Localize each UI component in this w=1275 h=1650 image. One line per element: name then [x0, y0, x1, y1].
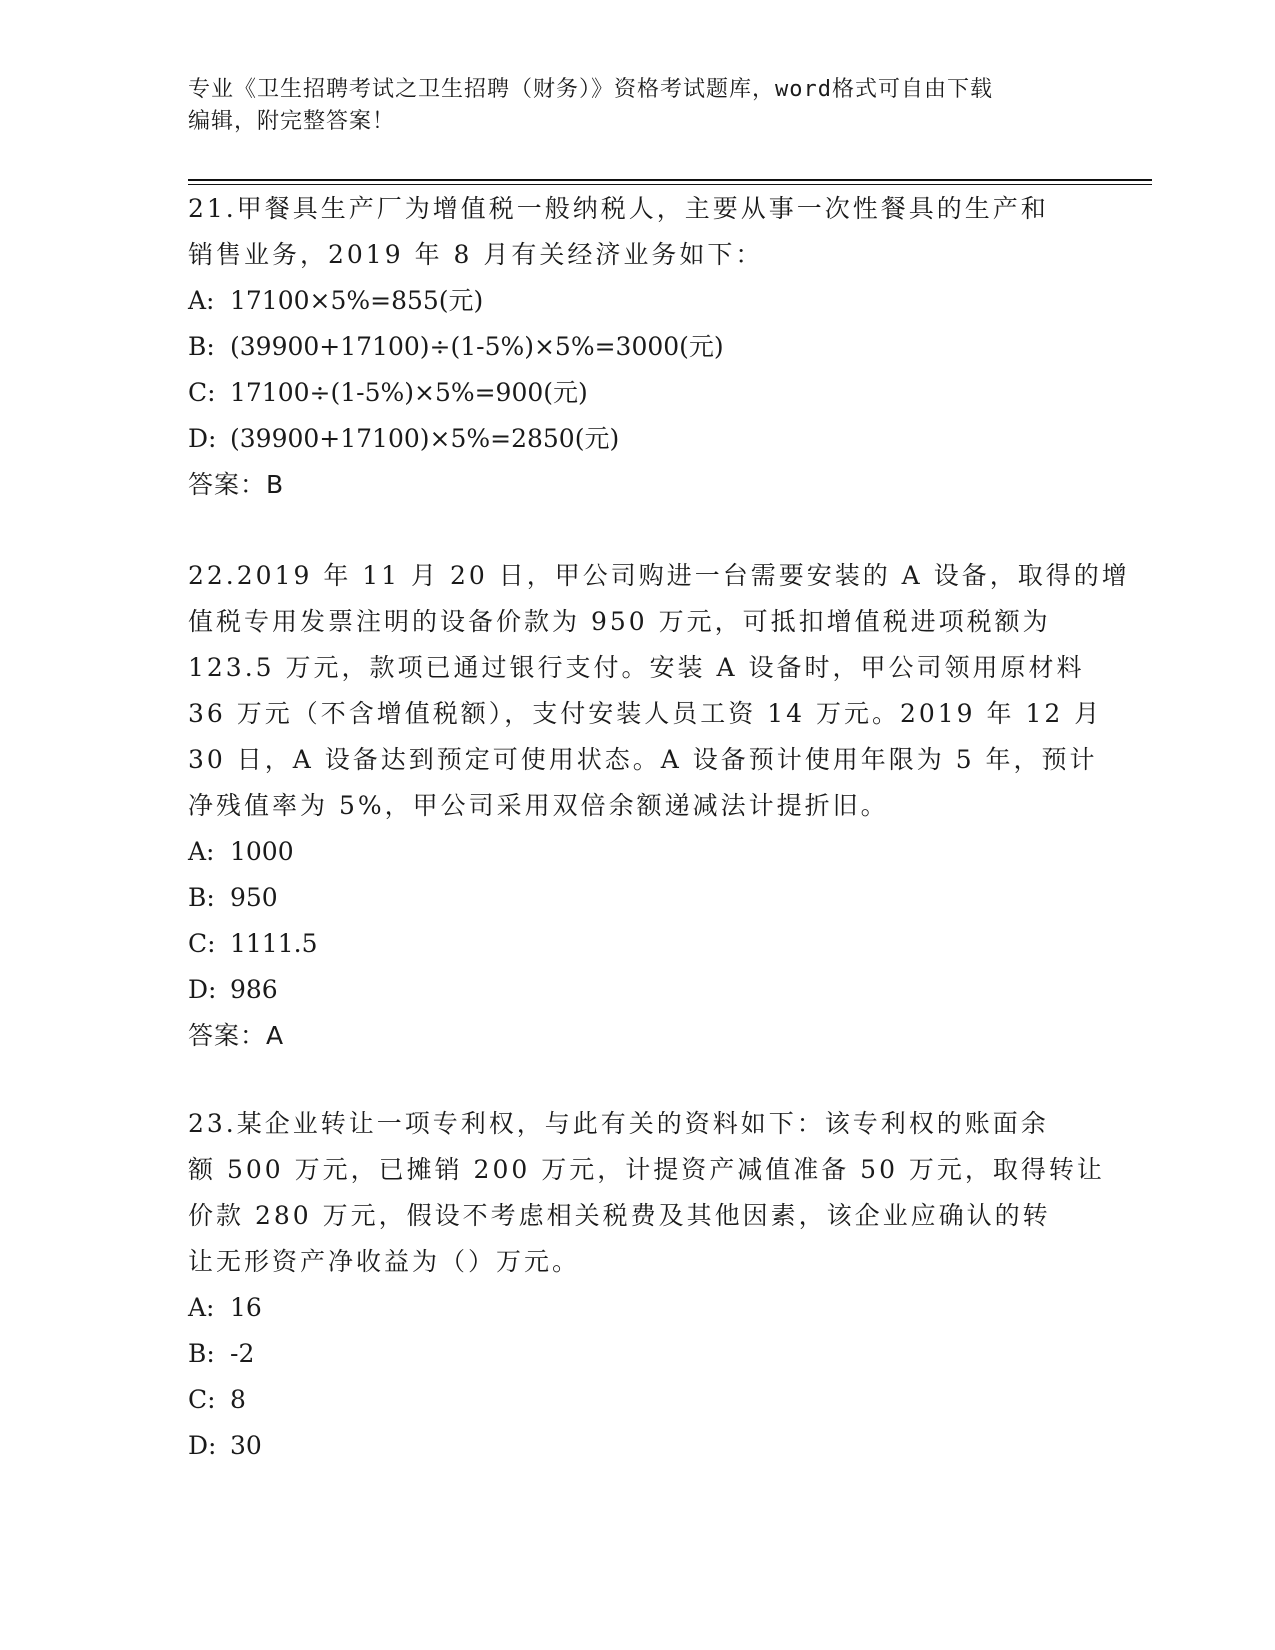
question-21 — [188, 186, 1088, 508]
option-text: 16 — [230, 1293, 262, 1322]
option-text: (39900+17100)÷(1-5%)×5%=3000(元) — [230, 332, 724, 361]
option-text: 1000 — [230, 837, 294, 866]
header-line-2: 编辑，附完整答案！ — [188, 109, 396, 134]
question-text-line: 22.2019 年 11 月 20 日，甲公司购进一台需要安装的 A 设备，取得的增 — [188, 561, 1130, 590]
option-letter: A: — [188, 837, 215, 866]
question-text-line: 值税专用发票注明的设备价款为 950 万元，可抵扣增值税进项税额为 — [188, 607, 1051, 636]
option-text: 17100÷(1-5%)×5%=900(元) — [230, 378, 588, 407]
answer-line: 答案：B — [188, 470, 285, 499]
option-letter: D: — [188, 1431, 217, 1460]
option-letter: D: — [188, 424, 217, 453]
option-b — [188, 1331, 1088, 1377]
option-d — [188, 1423, 1088, 1469]
option-d — [188, 416, 1088, 462]
question-text-line: 123.5 万元，款项已通过银行支付。安装 A 设备时，甲公司领用原材料 — [188, 653, 1085, 682]
question-text-line: 额 500 万元，已摊销 200 万元，计提资产减值准备 50 万元，取得转让 — [188, 1155, 1105, 1184]
option-a — [188, 829, 1088, 875]
question-22 — [188, 553, 1130, 1059]
document-header — [188, 74, 1088, 138]
option-letter: C: — [188, 929, 216, 958]
option-c — [188, 1377, 1088, 1423]
question-text-line: 价款 280 万元，假设不考虑相关税费及其他因素，该企业应确认的转 — [188, 1201, 1051, 1230]
option-a — [188, 1285, 1088, 1331]
header-divider-thin — [188, 184, 1152, 185]
option-letter: A: — [188, 286, 215, 315]
question-text-line: 21.甲餐具生产厂为增值税一般纳税人，主要从事一次性餐具的生产和 — [188, 194, 1049, 223]
question-text-line: 销售业务，2019 年 8 月有关经济业务如下： — [188, 240, 764, 269]
question-text-line: 30 日，A 设备达到预定可使用状态。A 设备预计使用年限为 5 年，预计 — [188, 745, 1098, 774]
option-text: 17100×5%=855(元) — [230, 286, 484, 315]
option-text: 8 — [230, 1385, 246, 1414]
answer-line: 答案：A — [188, 1021, 285, 1050]
option-letter: A: — [188, 1293, 215, 1322]
option-b — [188, 875, 1088, 921]
question-text-line: 净残值率为 5%，甲公司采用双倍余额递减法计提折旧。 — [188, 791, 889, 820]
option-c — [188, 921, 1088, 967]
option-text: (39900+17100)×5%=2850(元) — [230, 424, 620, 453]
option-letter: B: — [188, 1339, 215, 1368]
option-letter: C: — [188, 378, 216, 407]
option-letter: B: — [188, 332, 215, 361]
header-divider-thick — [188, 179, 1152, 181]
question-text-line: 36 万元（不含增值税额），支付安装人员工资 14 万元。2019 年 12 月 — [188, 699, 1103, 728]
option-text: -2 — [230, 1339, 255, 1368]
option-text: 986 — [230, 975, 278, 1004]
option-text: 30 — [230, 1431, 262, 1460]
option-letter: D: — [188, 975, 217, 1004]
question-text-line: 23.某企业转让一项专利权，与此有关的资料如下：该专利权的账面余 — [188, 1109, 1049, 1138]
option-letter: C: — [188, 1385, 216, 1414]
option-text: 950 — [230, 883, 278, 912]
option-text: 1111.5 — [230, 929, 318, 958]
question-23 — [188, 1101, 1105, 1469]
question-text-line: 让无形资产净收益为（）万元。 — [188, 1247, 581, 1276]
option-b — [188, 324, 1088, 370]
option-a — [188, 278, 1088, 324]
option-letter: B: — [188, 883, 215, 912]
option-c — [188, 370, 1088, 416]
header-line-1: 专业《卫生招聘考试之卫生招聘（财务）》资格考试题库，word格式可自由下载 — [188, 77, 993, 102]
option-d — [188, 967, 1088, 1013]
